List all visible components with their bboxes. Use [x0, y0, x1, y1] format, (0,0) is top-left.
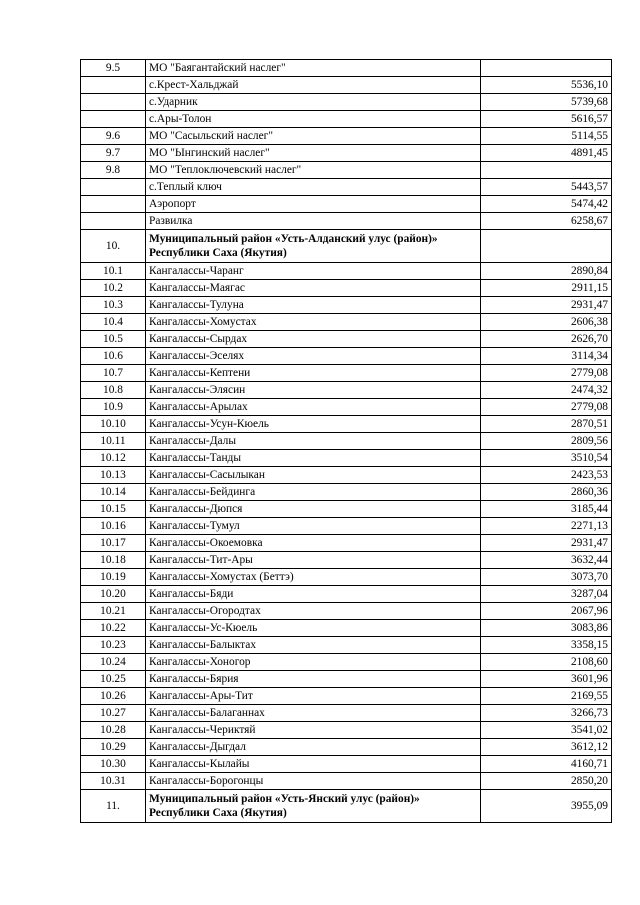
- row-number: 9.5: [81, 60, 146, 77]
- row-value: 2809,56: [481, 433, 612, 450]
- row-value: 3632,44: [481, 552, 612, 569]
- row-name: Кангалассы-Маягас: [146, 280, 481, 297]
- row-value: 2271,13: [481, 518, 612, 535]
- table-row: [81, 162, 612, 179]
- row-number: 10.21: [81, 603, 146, 620]
- table-row: [81, 179, 612, 196]
- row-name: Кангалассы-Чериктяй: [146, 722, 481, 739]
- row-number: 10.12: [81, 450, 146, 467]
- row-name: Кангалассы-Борогонцы: [146, 773, 481, 790]
- row-name: Кангалассы-Ары-Тит: [146, 688, 481, 705]
- row-number: 10.29: [81, 739, 146, 756]
- row-number: 10.6: [81, 348, 146, 365]
- row-name: Кангалассы-Дюпся: [146, 501, 481, 518]
- row-value: 2931,47: [481, 535, 612, 552]
- row-number: 10.16: [81, 518, 146, 535]
- table-row: [81, 314, 612, 331]
- table-row: [81, 145, 612, 162]
- table-row: [81, 484, 612, 501]
- row-value: 3287,04: [481, 586, 612, 603]
- table-row: [81, 450, 612, 467]
- row-name: МО "Баягантайский наслег": [146, 60, 481, 77]
- table-row: [81, 654, 612, 671]
- row-name: Кангалассы-Эселях: [146, 348, 481, 365]
- row-number: 9.7: [81, 145, 146, 162]
- row-number: 10.8: [81, 382, 146, 399]
- row-value: [481, 230, 612, 263]
- row-number: 10.27: [81, 705, 146, 722]
- row-name: Кангалассы-Арылах: [146, 399, 481, 416]
- table-row: [81, 382, 612, 399]
- table-row: [81, 722, 612, 739]
- row-number: 10.22: [81, 620, 146, 637]
- table-row: [81, 569, 612, 586]
- row-value: 5536,10: [481, 77, 612, 94]
- row-name: Кангалассы-Бейдинга: [146, 484, 481, 501]
- row-number: [81, 77, 146, 94]
- row-value: 3358,15: [481, 637, 612, 654]
- row-name: с.Крест-Хальджай: [146, 77, 481, 94]
- row-name: Кангалассы-Ус-Кюель: [146, 620, 481, 637]
- table-row: [81, 77, 612, 94]
- row-number: 10.18: [81, 552, 146, 569]
- row-number: 10.23: [81, 637, 146, 654]
- row-number: [81, 213, 146, 230]
- row-name: Кангалассы-Сырдах: [146, 331, 481, 348]
- row-value: [481, 60, 612, 77]
- row-number: 10.10: [81, 416, 146, 433]
- row-name: Кангалассы-Тит-Ары: [146, 552, 481, 569]
- row-number: [81, 196, 146, 213]
- table-row: [81, 671, 612, 688]
- row-name: Кангалассы-Дыгдал: [146, 739, 481, 756]
- table-row: [81, 111, 612, 128]
- row-number: 10.13: [81, 467, 146, 484]
- row-name: Кангалассы-Танды: [146, 450, 481, 467]
- row-name: Кангалассы-Балыктах: [146, 637, 481, 654]
- row-number: 10.11: [81, 433, 146, 450]
- table-row: [81, 552, 612, 569]
- row-number: 10.4: [81, 314, 146, 331]
- table-row: [81, 620, 612, 637]
- table-row: [81, 399, 612, 416]
- row-name: Кангалассы-Хомустах: [146, 314, 481, 331]
- table-row: [81, 586, 612, 603]
- row-value: 2779,08: [481, 365, 612, 382]
- row-value: 4891,45: [481, 145, 612, 162]
- row-name: Кангалассы-Кылайы: [146, 756, 481, 773]
- row-number: 10.5: [81, 331, 146, 348]
- row-number: 10.15: [81, 501, 146, 518]
- row-number: 11.: [81, 790, 146, 823]
- tariff-table-body: [81, 60, 612, 823]
- row-value: 3541,02: [481, 722, 612, 739]
- table-row: [81, 416, 612, 433]
- row-value: 2890,84: [481, 263, 612, 280]
- table-row: [81, 213, 612, 230]
- row-number: 10.25: [81, 671, 146, 688]
- table-row: [81, 518, 612, 535]
- row-value: 3073,70: [481, 569, 612, 586]
- row-number: [81, 111, 146, 128]
- row-value: 3083,86: [481, 620, 612, 637]
- row-value: [481, 162, 612, 179]
- row-value: 3612,12: [481, 739, 612, 756]
- table-row: [81, 196, 612, 213]
- tariff-table: [80, 59, 612, 823]
- row-value: 2474,32: [481, 382, 612, 399]
- row-name: Кангалассы-Усун-Кюель: [146, 416, 481, 433]
- row-value: 3510,54: [481, 450, 612, 467]
- row-name: Кангалассы-Хомустах (Беттэ): [146, 569, 481, 586]
- row-number: 10.19: [81, 569, 146, 586]
- row-name: Кангалассы-Далы: [146, 433, 481, 450]
- table-row: [81, 331, 612, 348]
- row-name: Кангалассы-Кептени: [146, 365, 481, 382]
- table-row: [81, 688, 612, 705]
- table-row: [81, 603, 612, 620]
- row-value: 2860,36: [481, 484, 612, 501]
- row-name: с.Ударник: [146, 94, 481, 111]
- row-name: Кангалассы-Сасылыкан: [146, 467, 481, 484]
- table-row: [81, 773, 612, 790]
- table-row: [81, 756, 612, 773]
- row-name: Развилка: [146, 213, 481, 230]
- row-number: [81, 179, 146, 196]
- table-row: [81, 501, 612, 518]
- row-value: 2423,53: [481, 467, 612, 484]
- row-name: Кангалассы-Бярия: [146, 671, 481, 688]
- table-row: [81, 280, 612, 297]
- row-number: 10.30: [81, 756, 146, 773]
- row-number: 10.31: [81, 773, 146, 790]
- table-row: [81, 348, 612, 365]
- row-name: Кангалассы-Бяди: [146, 586, 481, 603]
- row-value: 4160,71: [481, 756, 612, 773]
- table-row: [81, 535, 612, 552]
- table-row: [81, 705, 612, 722]
- row-name: Кангалассы-Огородтах: [146, 603, 481, 620]
- row-number: 10.9: [81, 399, 146, 416]
- row-value: 2870,51: [481, 416, 612, 433]
- row-name: с.Теплый ключ: [146, 179, 481, 196]
- row-name: Аэропорт: [146, 196, 481, 213]
- row-value: 2626,70: [481, 331, 612, 348]
- row-value: 6258,67: [481, 213, 612, 230]
- row-name: Кангалассы-Хоногор: [146, 654, 481, 671]
- row-value: 2108,60: [481, 654, 612, 671]
- row-name: Кангалассы-Балаганнах: [146, 705, 481, 722]
- row-name: Муниципальный район «Усть-Янский улус (район)» Республики Саха (Якутия): [146, 790, 481, 823]
- table-row: [81, 128, 612, 145]
- row-number: 10.: [81, 230, 146, 263]
- table-row: [81, 297, 612, 314]
- row-number: 10.2: [81, 280, 146, 297]
- row-name: Кангалассы-Тулуна: [146, 297, 481, 314]
- table-row: [81, 739, 612, 756]
- row-number: 10.3: [81, 297, 146, 314]
- row-value: 2931,47: [481, 297, 612, 314]
- row-number: 10.26: [81, 688, 146, 705]
- row-value: 2169,55: [481, 688, 612, 705]
- table-row: [81, 467, 612, 484]
- row-value: 5739,68: [481, 94, 612, 111]
- row-value: 5443,57: [481, 179, 612, 196]
- row-number: 9.8: [81, 162, 146, 179]
- row-name: Муниципальный район «Усть-Алданский улус (район)» Республики Саха (Якутия): [146, 230, 481, 263]
- row-number: 10.20: [81, 586, 146, 603]
- row-number: 10.28: [81, 722, 146, 739]
- table-row: [81, 263, 612, 280]
- row-name: МО "Теплоключевский наслег": [146, 162, 481, 179]
- row-value: 3955,09: [481, 790, 612, 823]
- table-row: [81, 365, 612, 382]
- row-value: 5616,57: [481, 111, 612, 128]
- row-number: [81, 94, 146, 111]
- row-name: с.Ары-Толон: [146, 111, 481, 128]
- table-row: [81, 637, 612, 654]
- row-number: 10.7: [81, 365, 146, 382]
- row-number: 10.1: [81, 263, 146, 280]
- row-number: 9.6: [81, 128, 146, 145]
- row-value: 3266,73: [481, 705, 612, 722]
- row-name: Кангалассы-Чаранг: [146, 263, 481, 280]
- row-name: Кангалассы-Окоемовка: [146, 535, 481, 552]
- row-value: 3185,44: [481, 501, 612, 518]
- table-row: [81, 433, 612, 450]
- table-row: [81, 60, 612, 77]
- row-value: 2779,08: [481, 399, 612, 416]
- row-value: 5474,42: [481, 196, 612, 213]
- table-row: [81, 94, 612, 111]
- row-value: 2606,38: [481, 314, 612, 331]
- row-number: 10.24: [81, 654, 146, 671]
- row-value: 2067,96: [481, 603, 612, 620]
- row-name: МО "Сасыльский наслег": [146, 128, 481, 145]
- row-name: МО "Ынгинский наслег": [146, 145, 481, 162]
- row-name: Кангалассы-Тумул: [146, 518, 481, 535]
- table-row: [81, 230, 612, 263]
- row-value: 3601,96: [481, 671, 612, 688]
- row-number: 10.14: [81, 484, 146, 501]
- row-value: 3114,34: [481, 348, 612, 365]
- row-value: 5114,55: [481, 128, 612, 145]
- table-row: [81, 790, 612, 823]
- row-value: 2850,20: [481, 773, 612, 790]
- row-number: 10.17: [81, 535, 146, 552]
- row-name: Кангалассы-Элясин: [146, 382, 481, 399]
- row-value: 2911,15: [481, 280, 612, 297]
